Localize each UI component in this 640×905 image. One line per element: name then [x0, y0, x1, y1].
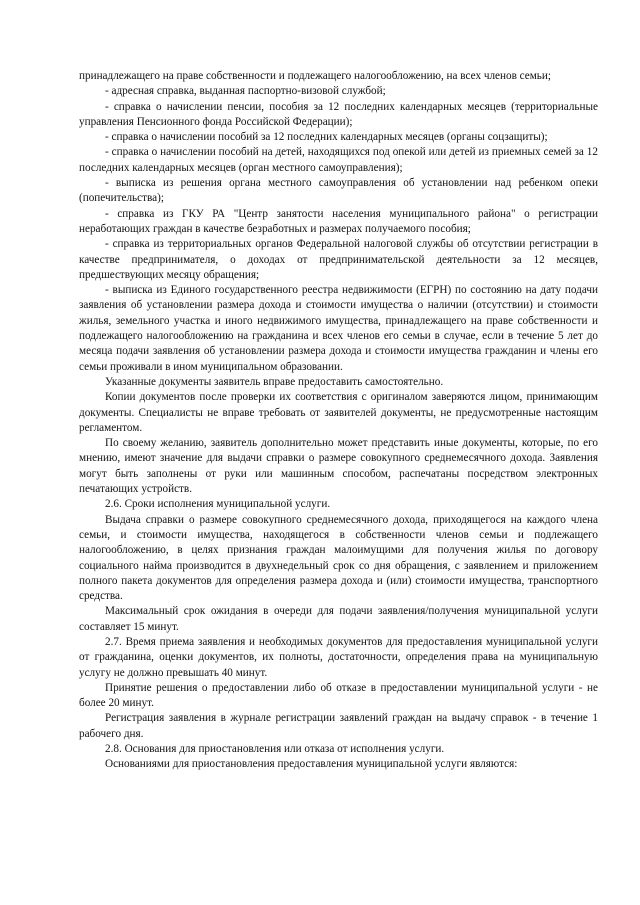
list-item-benefits-certificate: - справка о начислении пособий за 12 последних календарных месяцев (органы соцзащиты);	[105, 131, 548, 144]
paragraph-suspension-grounds: Основаниями для приостановления предоставления муниципальной услуги являются:	[105, 758, 518, 771]
list-item-pension-certificate: - справка о начислении пенсии, пособия за 12 последних календарных месяцев (территориальные управления Пенсионного фонда Российской Федерации);	[79, 100, 598, 128]
section-2-7-reception-time: 2.7. Время приема заявления и необходимых документов для предоставления муниципальной услуги от гражданина, оценки документов, их полноты, достаточности, определения права на муниципальную услугу не должно превышать 40 минут.	[79, 635, 598, 679]
paragraph-continuation: принадлежащего на праве собственности и подлежащего налогообложению, на всех членов семьи;	[79, 70, 552, 82]
list-item-egrn-extract: - выписка из Единого государственного реестра недвижимости (ЕГРН) по состоянию на дату подачи заявления об установлении размера дохода и стоимости имущества о наличии (отсутствии) и стоимости жилья, земельного участка и иного недвижимого имущества, принадлежащего на праве собственности и подлежащего налогообложению на гражданина и всех членов его семьи в случае, если в течение 5 лет до месяца подачи заявления об установлении размера дохода и стоимости имущества гражданин и члены его семьи проживали в ином муниципальном образовании.	[79, 284, 598, 373]
list-item-tax-service-certificate: - справка из территориальных органов Федеральной налоговой службы об отсутствии регистрации в качестве предпринимателя, о доходах от предпринимательской деятельности за 12 месяцев, предшествующих месяцу обращения;	[79, 238, 598, 281]
list-item-employment-center-certificate: - справка из ГКУ РА "Центр занятости населения муниципального района" о регистрации неработающих граждан в качестве безработных и размерах получаемого пособия;	[79, 207, 598, 235]
list-item-address-certificate: - адресная справка, выданная паспортно-визовой службой;	[105, 85, 386, 98]
list-item-guardianship-extract: - выписка из решения органа местного самоуправления об установлении над ребенком опеки (попечительства);	[79, 177, 598, 205]
list-item-child-benefits-certificate: - справка о начислении пособий на детей, находящихся под опекой или детей из приемных семей за 12 последних календарных месяцев (орган местного самоуправления);	[79, 146, 598, 174]
paragraph-queue-wait-time: Максимальный срок ожидания в очереди для подачи заявления/получения муниципальной услуги составляет 15 минут.	[79, 605, 598, 633]
section-heading-2-6: 2.6. Сроки исполнения муниципальной услуги.	[105, 498, 331, 511]
paragraph-registration-time: Регистрация заявления в журнале регистрации заявлений граждан на выдачу справок - в течение 1 рабочего дня.	[79, 712, 598, 740]
paragraph-self-submission: Указанные документы заявитель вправе предоставить самостоятельно.	[105, 375, 444, 388]
paragraph-decision-time: Принятие решения о предоставлении либо об отказе в предоставлении муниципальной услуги - не более 20 минут.	[79, 681, 598, 710]
section-heading-2-8: 2.8. Основания для приостановления или отказа от исполнения услуги.	[105, 743, 445, 756]
paragraph-document-copies: Копии документов после проверки их соответствия с оригиналом заверяются лицом, принимающим документы. Специалисты не вправе требовать от заявителей документы, не предусмотренные настоящим регламентом.	[79, 391, 598, 434]
paragraph-additional-documents: По своему желанию, заявитель дополнительно может представить иные документы, которые, по его мнению, имеют значение для выдачи справки о размере совокупного среднемесячного дохода. Заявления могут быть заполнены от руки или машинным способом, распечатаны посредством электронных печатающих устройств.	[79, 437, 598, 496]
paragraph-issuance-terms: Выдача справки о размере совокупного среднемесячного дохода, приходящегося на каждого члена семьи, и стоимости имущества, находящегося в собственности членов семьи и подлежащего налогообложению, в целях признания граждан малоимущими для получения жилья по договору социального найма производится в двухнедельный срок со дня обращения, с заявлением и приложением полного пакета документов для определения размера дохода и (или) стоимости имущества, транспортного средства.	[79, 513, 598, 603]
